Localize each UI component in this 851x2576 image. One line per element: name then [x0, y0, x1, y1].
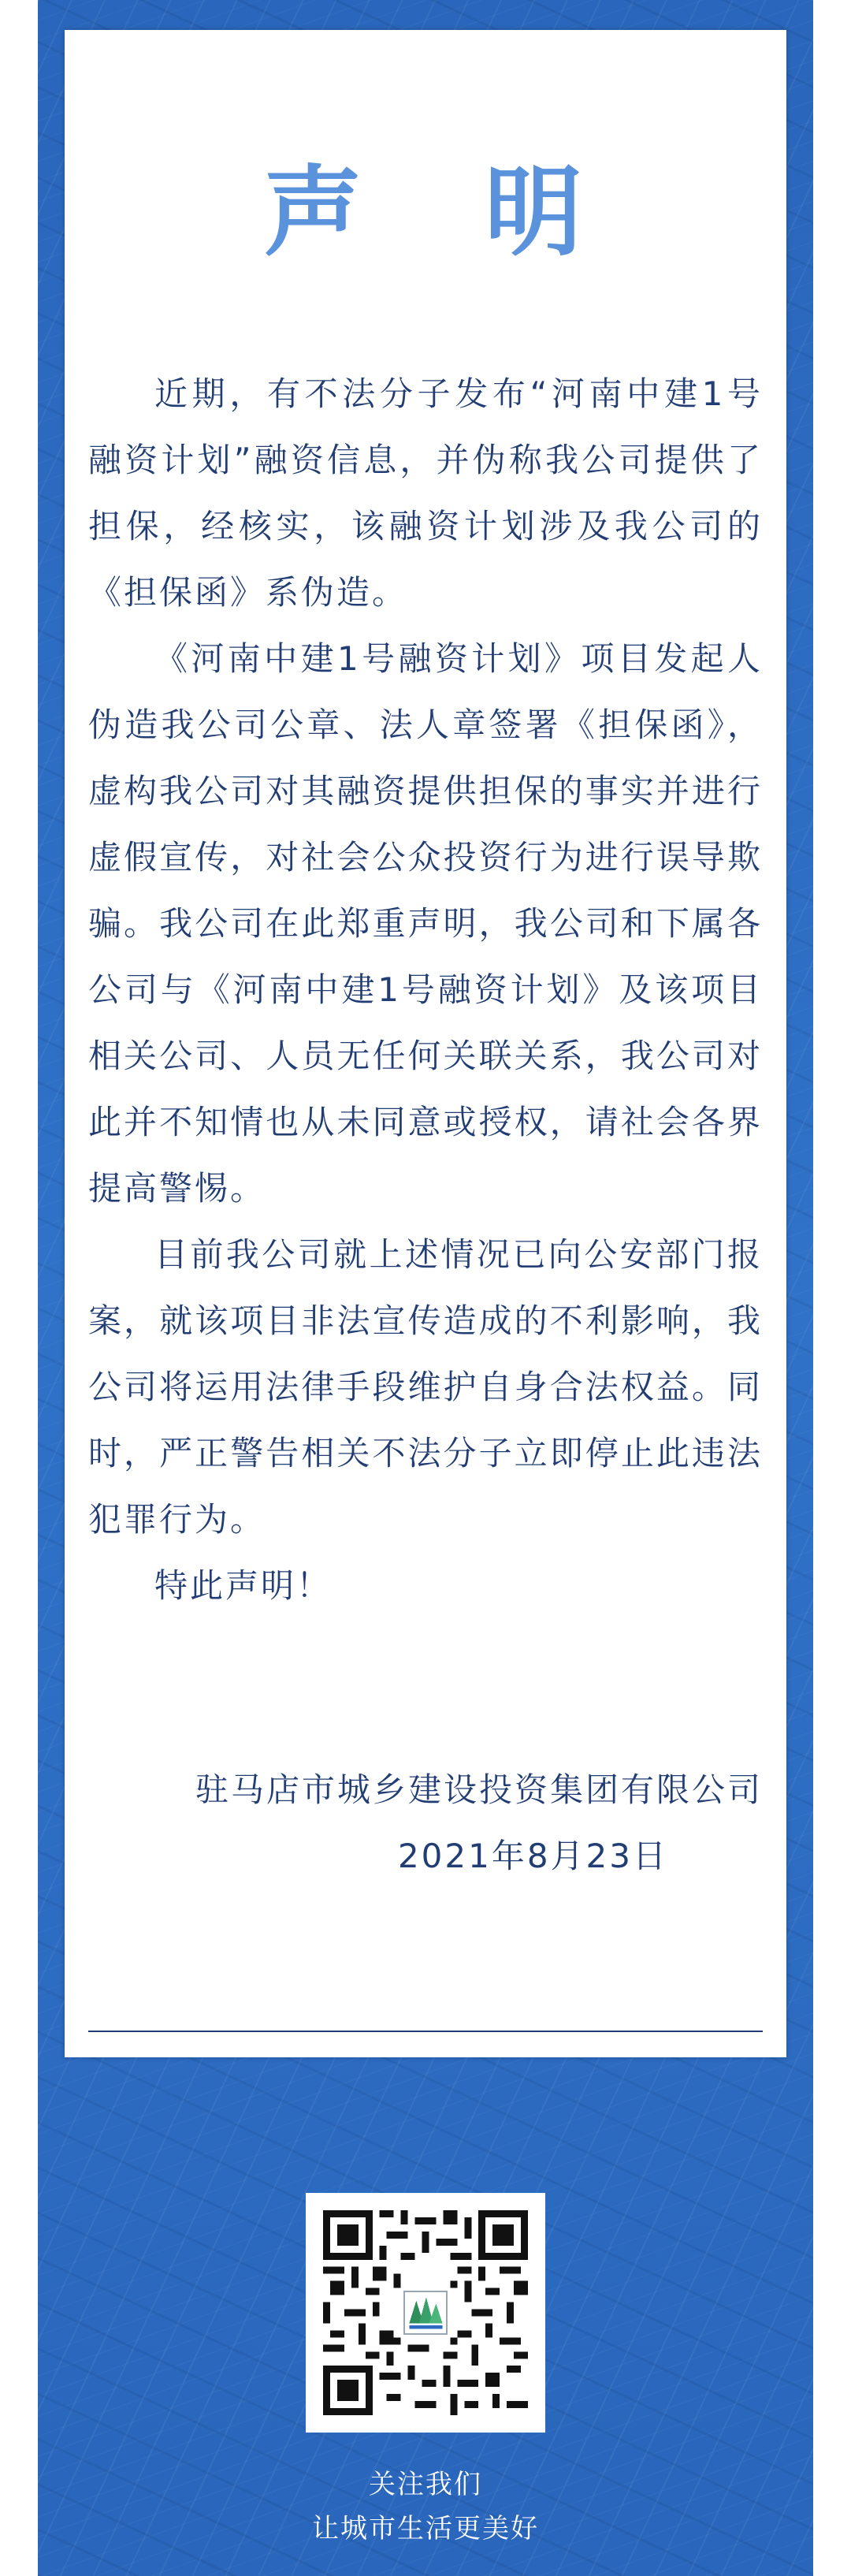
follow-us-text: 关注我们 — [369, 2469, 482, 2500]
paragraph-1: 近期，有不法分子发布“河南中建1号融资计划”融资信息，并伪称我公司提供了担保，经核实，该融资计划涉及我公司的《担保函》系伪造。 — [88, 374, 763, 612]
paragraph-3: 目前我公司就上述情况已向公安部门报案，就该项目非法宣传造成的不利影响，我公司将运用法律手段维护自身合法权益。同时，严正警告相关不法分子立即停止此违法犯罪行为。 — [88, 1235, 763, 1539]
page-title — [65, 156, 786, 270]
title-char-1: 声 — [263, 156, 366, 270]
closing-statement: 特此声明！ — [154, 1566, 333, 1605]
statement-panel — [65, 30, 786, 2057]
paragraph-2: 《河南中建1号融资计划》项目发起人伪造我公司公章、法人章签署《担保函》，虚构我公司对其融资提供担保的事实并进行虚假宣传，对社会公众投资行为进行误导欺骗。我公司在此郑重声明，我公司和下属各公司与《河南中建1号融资计划》及该项目相关公司、人员无任何关联关系，我公司对此并不知情也从未同意或授权，请社会各界提高警惕。 — [88, 639, 763, 1208]
qr-code-icon — [306, 2193, 545, 2433]
slogan-text: 让城市生活更美好 — [312, 2513, 539, 2544]
statement-body — [88, 361, 763, 1619]
title-char-2: 明 — [485, 156, 588, 270]
signature-date: 2021年8月23日 — [397, 1837, 668, 1875]
divider-line — [88, 2031, 763, 2032]
signature-company: 驻马店市城乡建设投资集团有限公司 — [195, 1770, 763, 1809]
